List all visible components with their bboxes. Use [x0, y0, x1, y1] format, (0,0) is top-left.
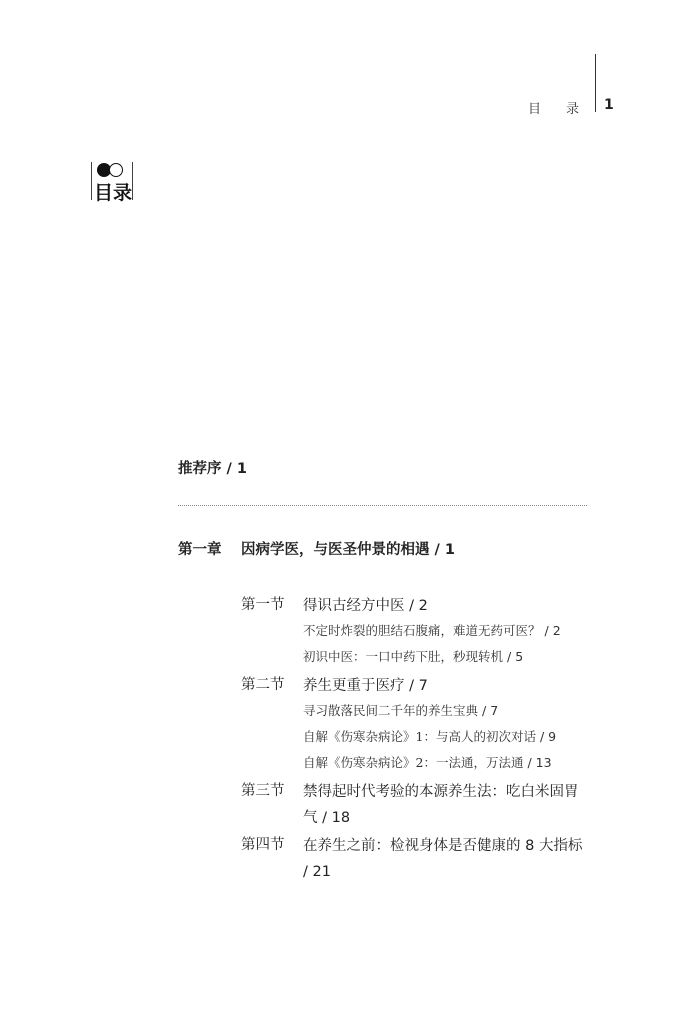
toc-section-page: 21	[312, 864, 331, 880]
toc-item-page: 2	[552, 623, 561, 638]
open-circle-icon	[109, 163, 123, 177]
toc-item-title: 不定时炸裂的胆结石腹痛，难道无药可医？	[303, 623, 541, 638]
toc-chapter-title: 因病学医，与医圣仲景的相遇	[241, 542, 430, 558]
toc-item-1-2[interactable]: 初识中医：一口中药下肚，秒现转机 / 5	[303, 649, 524, 664]
toc-item-page: 9	[548, 729, 557, 744]
toc-item-page: 5	[515, 649, 524, 664]
toc-section-page: 2	[418, 598, 428, 614]
toc-chapter-page: 1	[444, 542, 455, 558]
running-header-title: 目 录	[527, 102, 585, 117]
toc-preface-page: 1	[236, 461, 247, 477]
section-mark	[91, 160, 133, 204]
mark-right-bar	[132, 162, 133, 200]
toc-section-page: 18	[331, 810, 351, 826]
section-mark-text: 目录	[94, 182, 133, 204]
toc-item-page: 7	[490, 703, 499, 718]
toc-item-title: 寻习散落民间二千年的养生宝典	[303, 703, 479, 718]
toc-section-label: 第二节	[241, 677, 285, 693]
toc-item-2-3[interactable]: 自解《伤寒杂病论》2：一法通，万法通 / 13	[303, 755, 552, 770]
toc-preface[interactable]: 推荐序 / 1	[178, 461, 247, 477]
toc-item-title: 初识中医：一口中药下肚，秒现转机	[303, 649, 504, 664]
toc-section-title: 得识古经方中医	[303, 598, 405, 614]
toc-section-title: 禁得起时代考验的本源养生法：吃白米固胃气	[303, 784, 579, 826]
toc-section-title: 养生更重于医疗	[303, 678, 405, 694]
toc-item-title: 自解《伤寒杂病论》2：一法通，万法通	[303, 755, 524, 770]
toc-item-page: 13	[535, 755, 552, 770]
dotted-divider	[178, 505, 587, 506]
mark-left-bar	[91, 162, 92, 200]
header-rule	[595, 54, 596, 112]
toc-section-label: 第四节	[241, 837, 285, 853]
toc-section-label: 第三节	[241, 783, 285, 799]
toc-section-title: 在养生之前：检视身体是否健康的 8 大指标	[303, 838, 583, 854]
toc-chapter[interactable]: 第一章 因病学医，与医圣仲景的相遇 / 1	[178, 538, 455, 559]
toc-chapter-label: 第一章	[178, 542, 222, 558]
toc-item-2-1[interactable]: 寻习散落民间二千年的养生宝典 / 7	[303, 703, 499, 718]
toc-item-2-2[interactable]: 自解《伤寒杂病论》1：与高人的初次对话 / 9	[303, 729, 557, 744]
toc-preface-title: 推荐序	[178, 461, 222, 477]
toc-section-page: 7	[418, 678, 428, 694]
toc-section-label: 第一节	[241, 597, 285, 613]
toc-item-title: 自解《伤寒杂病论》1：与高人的初次对话	[303, 729, 536, 744]
toc-item-1-1[interactable]: 不定时炸裂的胆结石腹痛，难道无药可医？ / 2	[303, 623, 561, 638]
page-number: 1	[604, 97, 614, 113]
